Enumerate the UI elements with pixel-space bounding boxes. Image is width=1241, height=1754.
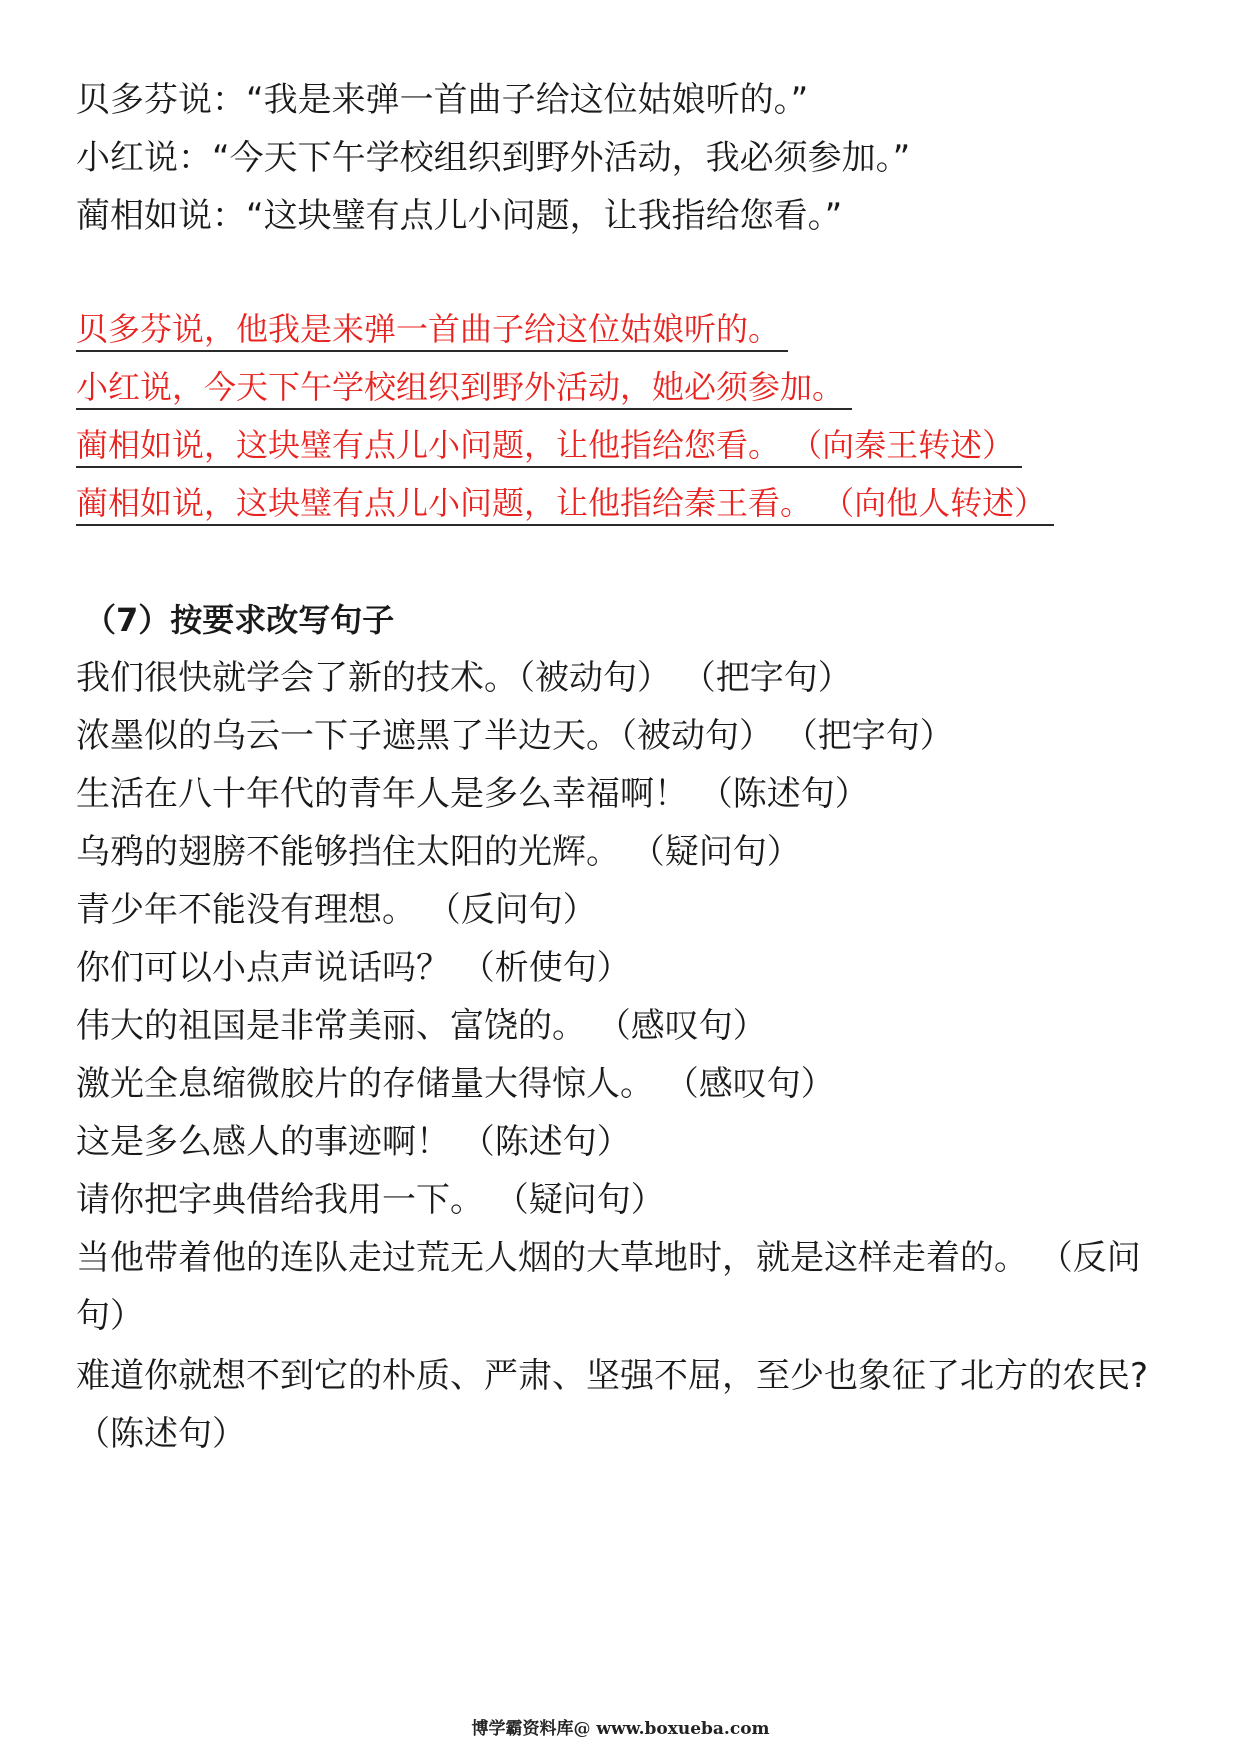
exercise-line-1: 我们很快就学会了新的技术。（被动句） （把字句）: [76, 658, 852, 698]
exercise-line-12-cont: （陈述句）: [76, 1414, 246, 1454]
exercise-line-7: 伟大的祖国是非常美丽、富饶的。 （感叹句）: [76, 1006, 767, 1046]
quote-line-2: 小红说：“今天下午学校组织到野外活动，我必须参加。”: [76, 138, 911, 178]
exercise-line-4: 乌鸦的翅膀不能够挡住太阳的光辉。 （疑问句）: [76, 832, 801, 872]
exercise-line-10: 请你把字典借给我用一下。 （疑问句）: [76, 1180, 665, 1220]
answer-line-3: 蔺相如说，这块璧有点儿小问题，让他指给您看。 （向秦王转述）: [76, 424, 1022, 468]
quote-line-3: 蔺相如说：“这块璧有点儿小问题，让我指给您看。”: [76, 196, 843, 236]
exercise-line-11-cont: 句）: [76, 1296, 144, 1336]
quote-line-1: 贝多芬说：“我是来弹一首曲子给这位姑娘听的。”: [76, 80, 809, 120]
answer-line-4: 蔺相如说，这块璧有点儿小问题，让他指给秦王看。 （向他人转述）: [76, 482, 1054, 526]
answer-line-1: 贝多芬说，他我是来弹一首曲子给这位姑娘听的。: [76, 308, 788, 352]
exercise-line-9: 这是多么感人的事迹啊！ （陈述句）: [76, 1122, 631, 1162]
exercise-line-12: 难道你就想不到它的朴质、严肃、坚强不屈，至少也象征了北方的农民?: [76, 1356, 1149, 1396]
exercise-line-11: 当他带着他的连队走过荒无人烟的大草地时，就是这样走着的。 （反问: [76, 1238, 1141, 1278]
section-title: （7）按要求改写句子: [84, 601, 395, 639]
exercise-line-5: 青少年不能没有理想。 （反问句）: [76, 890, 597, 930]
answer-line-2: 小红说，今天下午学校组织到野外活动，她必须参加。: [76, 366, 852, 410]
exercise-line-8: 激光全息缩微胶片的存储量大得惊人。 （感叹句）: [76, 1064, 835, 1104]
exercise-line-2: 浓墨似的乌云一下子遮黑了半边天。（被动句） （把字句）: [76, 716, 954, 756]
exercise-line-3: 生活在八十年代的青年人是多么幸福啊！ （陈述句）: [76, 774, 869, 814]
exercise-line-6: 你们可以小点声说话吗？ （析使句）: [76, 948, 631, 988]
footer-source: 博学霸资料库@ www.boxueba.com: [471, 1719, 770, 1739]
